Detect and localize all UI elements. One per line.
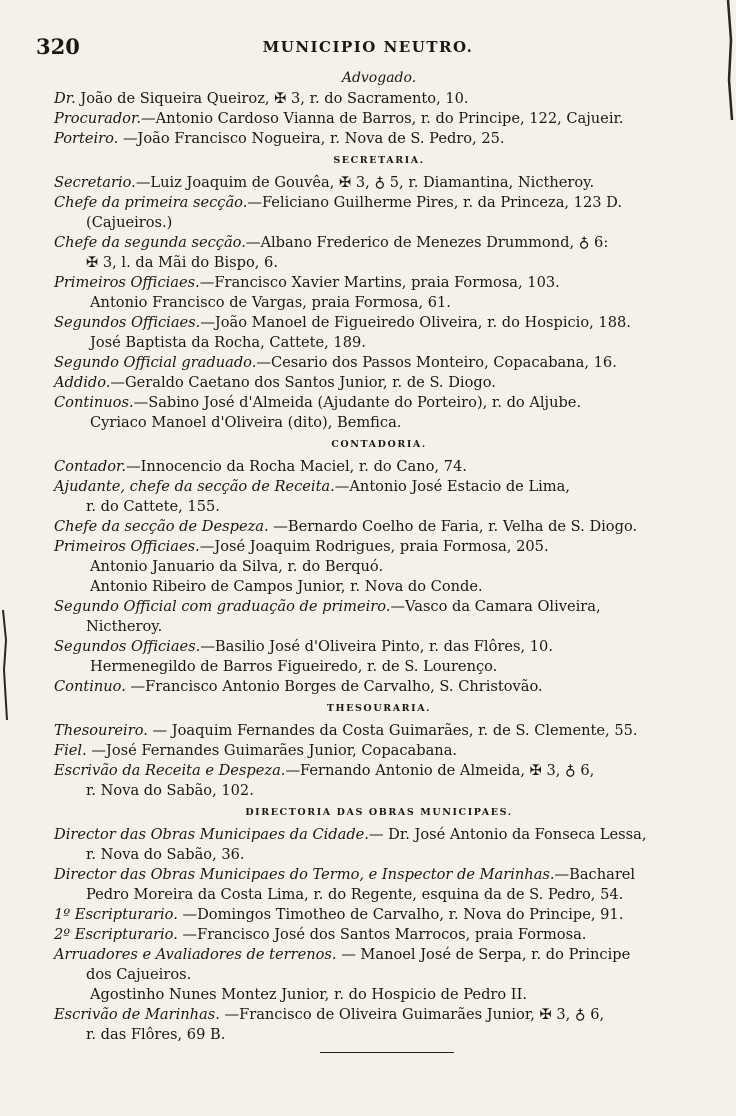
entry-role: Director das Obras Municipaes da Cidade. — [54, 826, 369, 843]
entry-continuation: r. Nova do Sabão, 36. — [86, 846, 245, 863]
entry-text: —Basilio José d'Oliveira Pinto, r. das Flôres, 10. — [200, 638, 553, 655]
entry-text: —Francisco Antonio Borges de Carvalho, S. Christovão. — [125, 678, 543, 695]
entry-text: —Francisco Xavier Martins, praia Formosa, 103. — [199, 274, 560, 291]
entry-continuation: r. das Flôres, 69 B. — [86, 1026, 226, 1043]
directory-entry — [54, 537, 704, 557]
directory-entry — [54, 905, 704, 925]
entry-text: João de Siqueira Queiroz, ✠ 3, r. do Sacramento, 10. — [75, 90, 469, 107]
directory-entry — [54, 741, 704, 761]
directory-entry — [54, 945, 704, 965]
entry-role: Director das Obras Municipaes do Termo, e Inspector de Marinhas. — [54, 866, 555, 883]
scan-edge-mark — [0, 610, 12, 720]
entry-continuation: Hermenegildo de Barros Figueiredo, r. de S. Lourenço. — [90, 658, 498, 675]
entry-role: Segundo Official com graduação de primeiro. — [54, 598, 391, 615]
entry-text: —Fernando Antonio de Almeida, ✠ 3, ♁ 6, — [285, 762, 595, 779]
entry-text: —Cesario dos Passos Monteiro, Copacabana, 16. — [256, 354, 617, 371]
entry-text: — Joaquim Fernandes da Costa Guimarães, r. de S. Clemente, 55. — [147, 722, 638, 739]
entry-text: —José Joaquim Rodrigues, praia Formosa, 205. — [199, 538, 549, 555]
directory-entry — [54, 925, 704, 945]
directory-entry — [54, 373, 704, 393]
directory-entry — [54, 721, 704, 741]
scan-edge-mark — [722, 0, 736, 120]
entry-role: Procurador. — [54, 110, 141, 127]
running-title: MUNICIPIO NEUTRO. — [262, 38, 474, 56]
entry-text: —Albano Frederico de Menezes Drummond, ♁ 6: — [245, 234, 609, 251]
entry-role: Contador. — [54, 458, 127, 475]
entry-role: 1º Escripturario. — [54, 906, 178, 923]
entry-role: Continuos. — [54, 394, 134, 411]
entry-role: Continuo. — [54, 678, 126, 695]
directory-entry — [54, 89, 704, 109]
page-header — [0, 34, 736, 64]
directory-entry — [54, 173, 704, 193]
directory-entry — [54, 193, 704, 213]
entry-continuation: r. do Cattete, 155. — [86, 498, 220, 515]
entry-role: Thesoureiro. — [54, 722, 148, 739]
entry-text: — Manoel José de Serpa, r. do Principe — [336, 946, 631, 963]
directory-entry — [54, 597, 704, 617]
directory-entry — [54, 313, 704, 333]
entry-role: Arruadores e Avaliadores de terrenos. — [54, 946, 337, 963]
entry-continuation: Nictheroy. — [86, 618, 163, 635]
section-heading: DIRECTORIA DAS OBRAS MUNICIPAES. — [245, 807, 513, 818]
directory-entry — [54, 129, 704, 149]
entry-continuation: Antonio Francisco de Vargas, praia Formosa, 61. — [90, 294, 451, 311]
entry-text: —Geraldo Caetano dos Santos Junior, r. de S. Diogo. — [110, 374, 496, 391]
page-number: 320 — [36, 34, 80, 59]
entry-continuation: Antonio Januario da Silva, r. do Berquó. — [90, 558, 384, 575]
directory-entry — [54, 273, 704, 293]
entry-role: Chefe da segunda secção. — [54, 234, 246, 251]
entry-continuation: Agostinho Nunes Montez Junior, r. do Hospicio de Pedro II. — [90, 986, 527, 1003]
entry-text: —Bacharel — [554, 866, 636, 883]
directory-entry — [54, 457, 704, 477]
entry-role: Chefe da primeira secção. — [54, 194, 248, 211]
directory-entry — [54, 109, 704, 129]
entry-text: — Dr. José Antonio da Fonseca Lessa, — [368, 826, 647, 843]
entry-continuation: ✠ 3, l. da Mãi do Bispo, 6. — [86, 254, 278, 271]
entry-role: Dr. — [54, 90, 76, 107]
entry-role: Fiel. — [54, 742, 87, 759]
entry-text: —Feliciano Guilherme Pires, r. da Princeza, 123 D. — [247, 194, 622, 211]
entry-continuation: dos Cajueiros. — [86, 966, 192, 983]
entry-role: 2º Escripturario. — [54, 926, 178, 943]
entry-text: —Antonio Cardoso Vianna de Barros, r. do Principe, 122, Cajueir. — [140, 110, 624, 127]
entry-role: Escrivão de Marinhas. — [54, 1006, 220, 1023]
entry-continuation: Cyriaco Manoel d'Oliveira (dito), Bemfica. — [90, 414, 402, 431]
directory-entry — [54, 1005, 704, 1025]
section-heading: CONTADORIA. — [331, 439, 427, 450]
directory-entry — [54, 865, 704, 885]
section-heading: SECRETARIA. — [333, 155, 425, 166]
entry-text: —João Manoel de Figueiredo Oliveira, r. do Hospicio, 188. — [200, 314, 631, 331]
directory-entry — [54, 233, 704, 253]
section-heading: THESOURARIA. — [326, 703, 432, 714]
directory-entry — [54, 393, 704, 413]
directory-entry — [54, 761, 704, 781]
entry-continuation: Pedro Moreira da Costa Lima, r. do Regente, esquina da de S. Pedro, 54. — [86, 886, 624, 903]
entry-text: —Sabino José d'Almeida (Ajudante do Porteiro), r. do Aljube. — [133, 394, 582, 411]
directory-entry — [54, 353, 704, 373]
entry-role: Chefe da secção de Despeza. — [54, 518, 269, 535]
entry-role: Addido. — [54, 374, 111, 391]
directory-entry — [54, 637, 704, 657]
entry-role: Ajudante, chefe da secção de Receita. — [54, 478, 335, 495]
directory-content — [54, 68, 704, 1045]
directory-entry — [54, 825, 704, 845]
entry-role: Primeiros Officiaes. — [54, 274, 200, 291]
entry-text: —Antonio José Estacio de Lima, — [334, 478, 570, 495]
entry-text: —Francisco de Oliveira Guimarães Junior, ✠ 3, ♁ 6, — [219, 1006, 605, 1023]
entry-role: Segundo Official graduado. — [54, 354, 257, 371]
entry-text: —José Fernandes Guimarães Junior, Copacabana. — [86, 742, 458, 759]
directory-entry — [54, 517, 704, 537]
entry-role: Segundos Officiaes. — [54, 638, 201, 655]
directory-entry — [54, 677, 704, 697]
entry-continuation: José Baptista da Rocha, Cattete, 189. — [90, 334, 366, 351]
entry-continuation: (Cajueiros.) — [86, 214, 173, 231]
entry-text: —Vasco da Camara Oliveira, — [390, 598, 601, 615]
entry-role: Primeiros Officiaes. — [54, 538, 200, 555]
entry-text: —Francisco José dos Santos Marrocos, praia Formosa. — [177, 926, 587, 943]
entry-text: —João Francisco Nogueira, r. Nova de S. Pedro, 25. — [118, 130, 505, 147]
entry-role: Escrivão da Receita e Despeza. — [54, 762, 286, 779]
entry-text: —Bernardo Coelho de Faria, r. Velha de S. Diogo. — [268, 518, 638, 535]
end-rule — [320, 1052, 454, 1053]
entry-text: —Innocencio da Rocha Maciel, r. do Cano, 74. — [126, 458, 467, 475]
entry-continuation: r. Nova do Sabão, 102. — [86, 782, 254, 799]
entry-role: Segundos Officiaes. — [54, 314, 201, 331]
directory-entry — [54, 477, 704, 497]
entry-text: —Domingos Timotheo de Carvalho, r. Nova do Principe, 91. — [177, 906, 624, 923]
entry-role: Porteiro. — [54, 130, 119, 147]
entry-text: —Luiz Joaquim de Gouvêa, ✠ 3, ♁ 5, r. Diamantina, Nictheroy. — [135, 174, 595, 191]
sub-heading: Advogado. — [341, 70, 417, 86]
entry-role: Secretario. — [54, 174, 136, 191]
entry-continuation: Antonio Ribeiro de Campos Junior, r. Nova do Conde. — [90, 578, 483, 595]
